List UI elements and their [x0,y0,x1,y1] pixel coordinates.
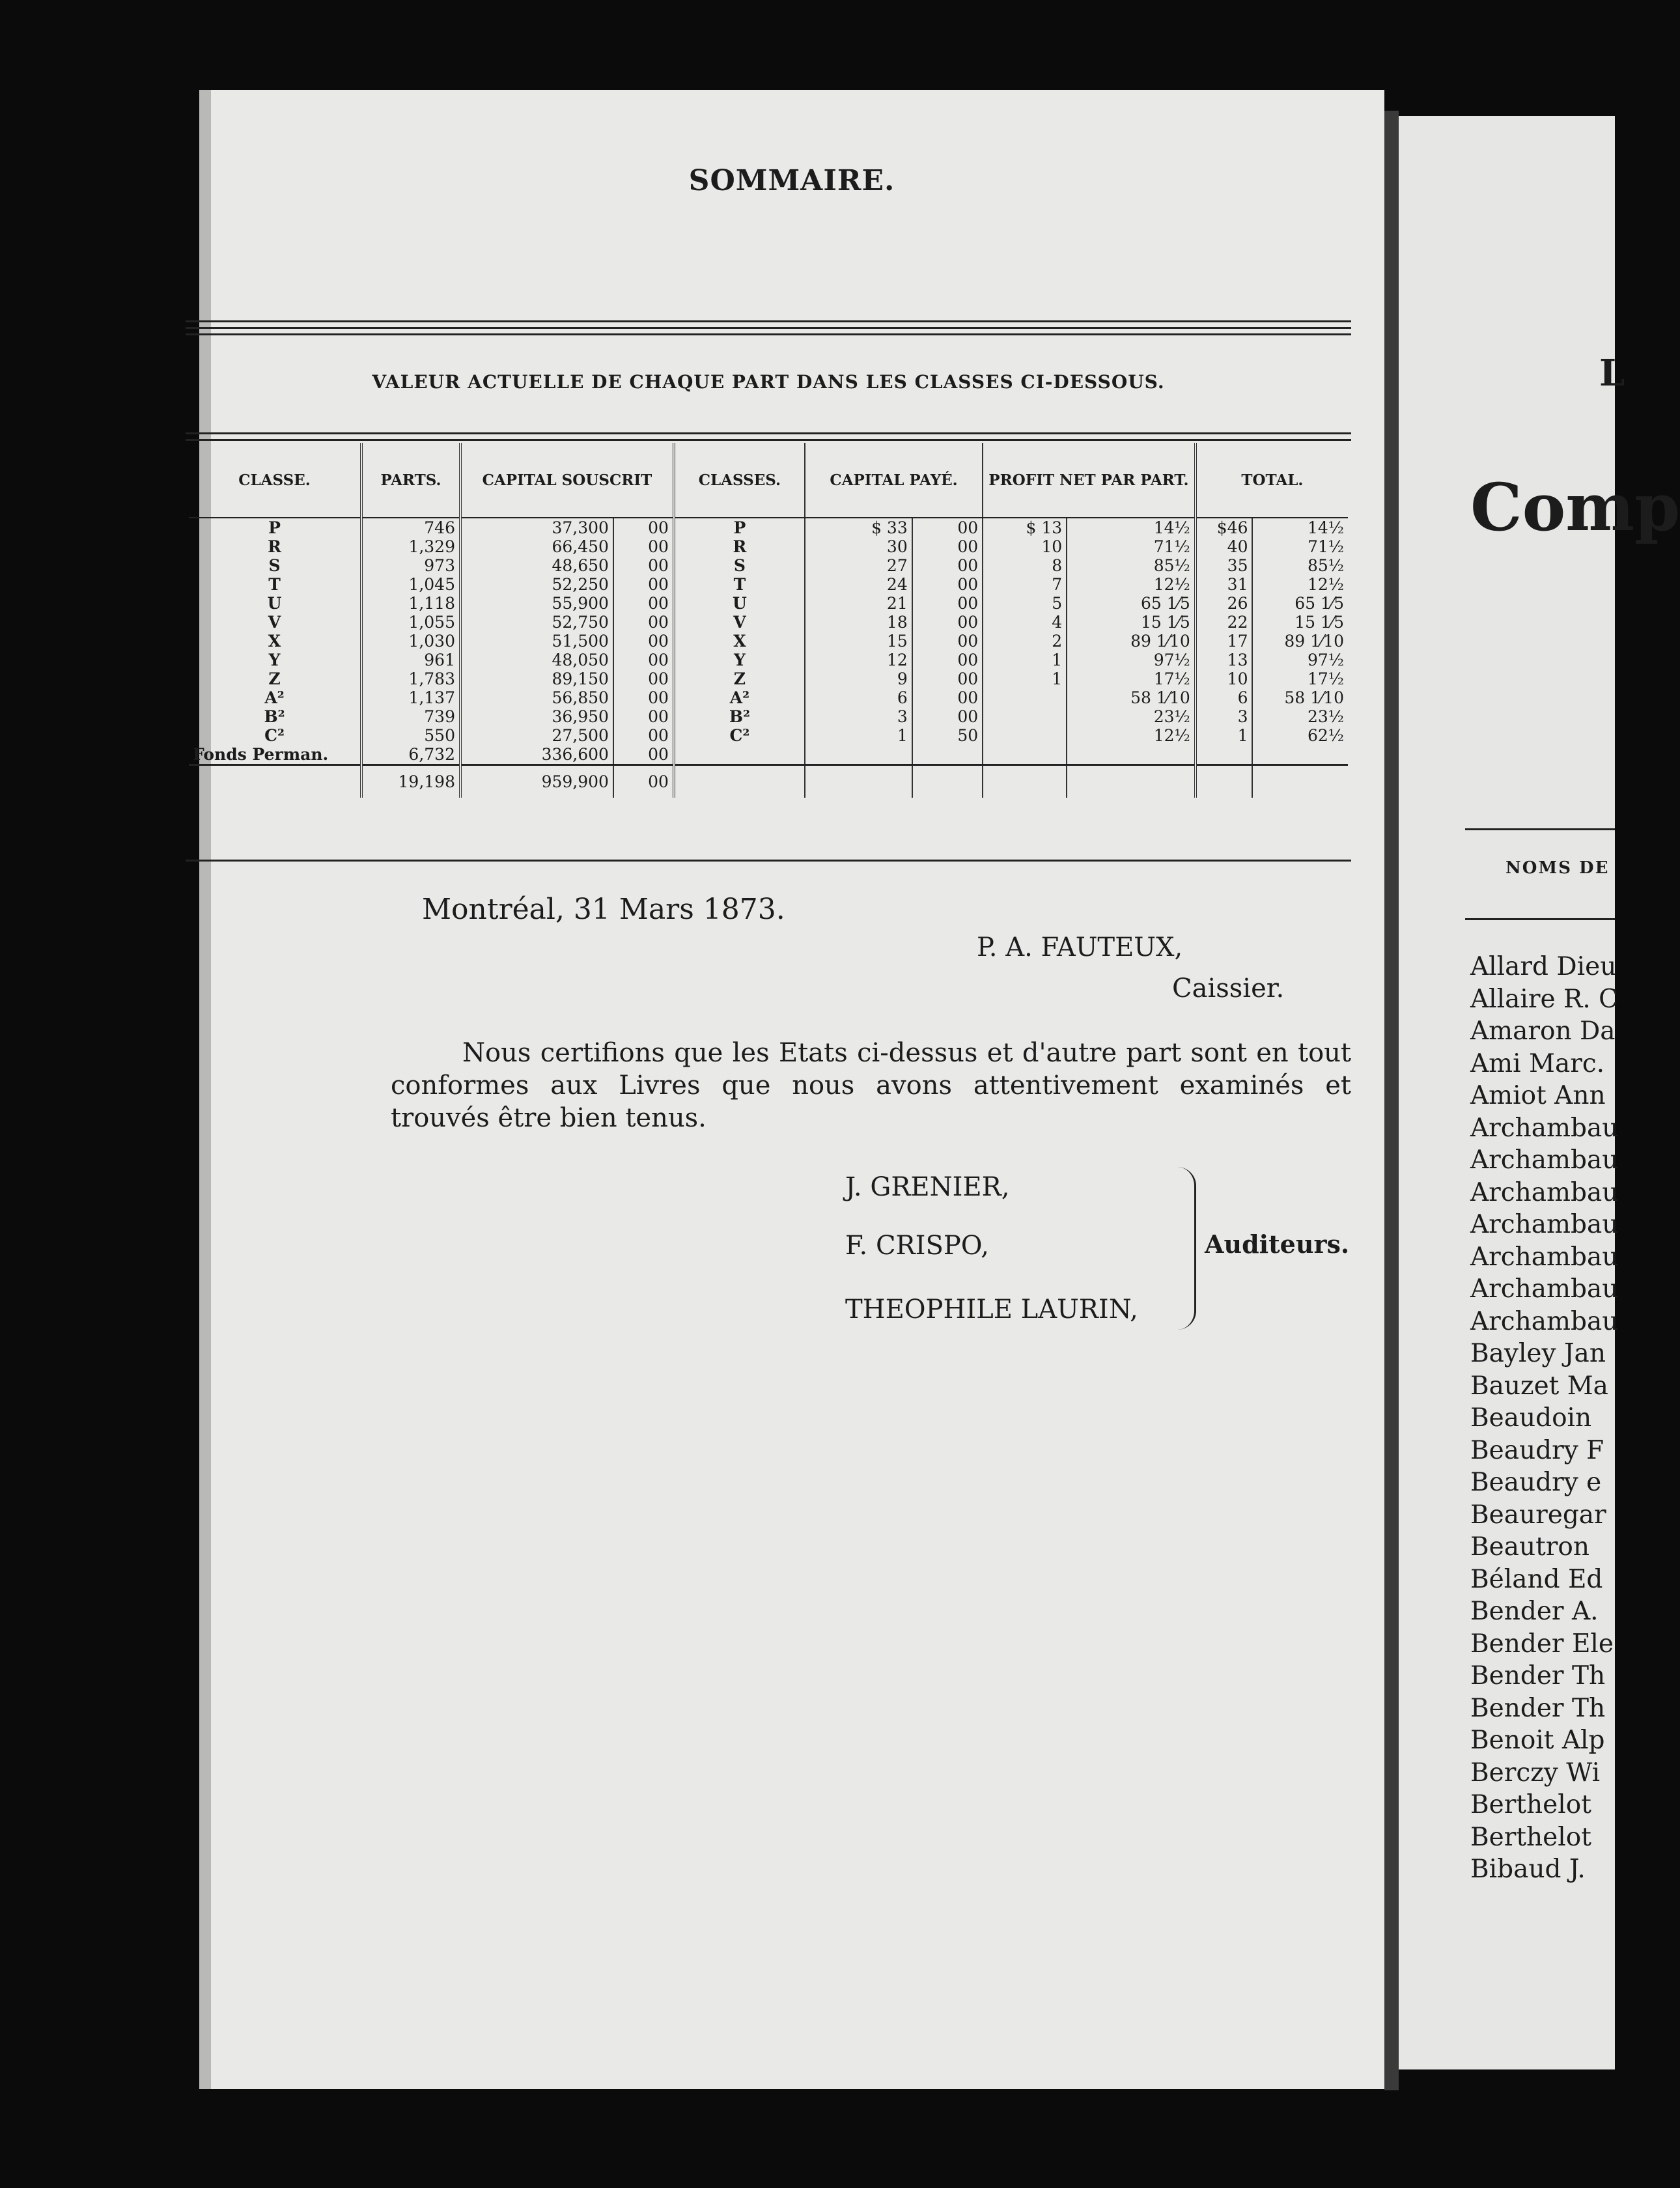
cell-total_f: 97½ [1252,651,1348,669]
cell-paye_c: 00 [912,688,983,707]
name-entry: Beaudry F [1470,1435,1604,1465]
cell-cents: 00 [613,726,674,745]
signer-role: Caissier. [1172,974,1285,1003]
col-capital-souscrit: CAPITAL SOUSCRIT [460,443,674,518]
cell-total [1196,745,1253,765]
cell-parts: 973 [361,556,460,575]
cell-classe: P [268,518,281,537]
cell-paye_c: 00 [912,518,983,537]
cell-total_f [1252,745,1348,765]
col-parts: PARTS. [361,443,460,518]
name-entry: Bibaud J. [1470,1855,1586,1884]
cell-profit: 1 [983,669,1067,688]
names-list [1470,951,1618,1886]
cell-capital: 89,150 [460,669,613,688]
cell-profit [983,726,1067,745]
page-title: SOMMAIRE. [688,164,895,197]
cell-total_f: 85½ [1252,556,1348,575]
cell-classe2: R [674,537,805,556]
cell-paye_c: 00 [912,651,983,669]
name-entry: Berczy Wi [1470,1758,1601,1788]
name-entry: Archambau [1470,1145,1619,1175]
cell-parts: 1,783 [361,669,460,688]
cell-paye_c: 00 [912,594,983,613]
cell-classe2: Z [674,669,805,688]
name-entry: Ami Marc. [1470,1048,1605,1078]
cell-paye [805,745,912,765]
table-row [189,556,1348,575]
table-rule-top [186,432,1351,434]
book-gutter [1384,111,1399,2090]
table-rule-bottom [186,860,1351,862]
auditor-3: THEOPHILE LAURIN, [845,1295,1138,1325]
name-entry: Benoit Alp [1470,1726,1605,1755]
cell-paye: 3 [805,707,912,726]
cell-paye: 6 [805,688,912,707]
cell-total_f: 23½ [1252,707,1348,726]
col-classes: CLASSES. [674,443,805,518]
cell-total: 17 [1196,632,1253,651]
cell-paye_c: 00 [912,556,983,575]
name-entry: Beaudoin [1470,1403,1592,1433]
cell-profit_f: 89 1⁄10 [1067,632,1196,651]
table-subheading: VALEUR ACTUELLE DE CHAQUE PART DANS LES CLASSES CI-DESSOUS. [372,371,1165,393]
cell-total: 35 [1196,556,1253,575]
right-rule-top [1465,828,1615,830]
totals-parts: 19,198 [361,765,460,798]
totals-empty [1067,765,1196,798]
cell-classe2: B² [674,707,805,726]
table-header-row [189,443,1348,518]
totals-empty [983,765,1067,798]
cell-cents: 00 [613,575,674,594]
cell-paye: 9 [805,669,912,688]
cell-cents: 00 [613,518,674,537]
cell-cents: 00 [613,688,674,707]
cell-capital: 52,250 [460,575,613,594]
totals-empty [912,765,983,798]
cell-paye: 12 [805,651,912,669]
cell-classe: B² [264,707,285,726]
cell-profit_f: 23½ [1067,707,1196,726]
totals-capital: 959,900 [460,765,613,798]
name-entry: Berthelot [1470,1790,1591,1819]
totals-empty [1196,765,1253,798]
cell-profit: 7 [983,575,1067,594]
cell-paye_c: 50 [912,726,983,745]
cell-profit_f: 17½ [1067,669,1196,688]
cell-profit: 10 [983,537,1067,556]
cell-paye: $ 33 [805,518,912,537]
cell-paye_c: 00 [912,632,983,651]
cell-paye: 21 [805,594,912,613]
cell-capital: 51,500 [460,632,613,651]
cell-classe2: X [674,632,805,651]
name-entry: Bender Th [1470,1661,1606,1690]
auditor-1: J. GRENIER, [845,1172,1010,1202]
name-entry: Bender Th [1470,1693,1606,1723]
col-total: TOTAL. [1196,443,1348,518]
summary-table [189,443,1348,798]
cell-total_f: 14½ [1252,518,1348,537]
name-entry: Beaudry e [1470,1468,1602,1497]
name-entry: Bender Ele [1470,1629,1614,1659]
certification-paragraph: Nous certifions que les Etats ci-dessus et d'autre part sont en tout conformes aux Livres que nous avons attentivement examinés et trouvés être bien tenus. [391,1038,1351,1133]
name-entry: Amiot Ann [1470,1081,1606,1110]
cell-profit_f: 85½ [1067,556,1196,575]
cell-capital: 36,950 [460,707,613,726]
cell-total: 22 [1196,613,1253,632]
cell-classe: Z [268,669,281,688]
cell-paye_c: 00 [912,613,983,632]
cell-classe2 [674,745,805,765]
cell-capital: 66,450 [460,537,613,556]
table-row [189,632,1348,651]
cell-profit_f: 12½ [1067,575,1196,594]
right-capital-letter: L [1599,352,1625,395]
cell-parts: 1,045 [361,575,460,594]
cell-profit [983,745,1067,765]
cell-parts: 739 [361,707,460,726]
name-entry: Archambau [1470,1113,1619,1143]
cell-cents: 00 [613,651,674,669]
name-entry: Bauzet Ma [1470,1371,1608,1401]
cell-classe: Y [268,651,281,669]
name-entry: Archambau [1470,1177,1619,1207]
cell-total: 1 [1196,726,1253,745]
cell-capital: 55,900 [460,594,613,613]
totals-empty [1252,765,1348,798]
col-capital-paye: CAPITAL PAYÉ. [805,443,983,518]
cell-profit_f: 97½ [1067,651,1196,669]
cell-capital: 48,050 [460,651,613,669]
cell-total: 13 [1196,651,1253,669]
cell-total_f: 65 1⁄5 [1252,594,1348,613]
cell-profit: 1 [983,651,1067,669]
name-entry: Allard Dieu [1470,952,1617,981]
name-entry: Berthelot [1470,1822,1591,1852]
cell-profit_f: 12½ [1067,726,1196,745]
name-entry: Amaron Da [1470,1017,1616,1046]
table-rule-top2 [186,439,1351,441]
table-row [189,707,1348,726]
cell-paye: 30 [805,537,912,556]
cell-classe2: T [674,575,805,594]
cell-cents: 00 [613,594,674,613]
cell-profit: 8 [983,556,1067,575]
auditors-brace [1177,1167,1196,1330]
cell-capital: 37,300 [460,518,613,537]
name-entry: Allaire R. C [1470,984,1618,1014]
cell-total: 31 [1196,575,1253,594]
cell-paye_c: 00 [912,575,983,594]
name-entry: Beauregar [1470,1500,1606,1530]
name-entry: Bayley Jan [1470,1339,1606,1368]
right-rule-bottom [1465,918,1615,920]
cell-cents: 00 [613,707,674,726]
table-row [189,669,1348,688]
cell-cents: 00 [613,632,674,651]
cell-capital: 56,850 [460,688,613,707]
totals-empty [805,765,912,798]
auditor-2: F. CRISPO, [845,1231,989,1261]
col-classe: CLASSE. [189,443,361,518]
table-row [189,518,1348,537]
cell-paye: 24 [805,575,912,594]
cell-classe2: V [674,613,805,632]
cell-parts: 1,137 [361,688,460,707]
cell-profit_f: 15 1⁄5 [1067,613,1196,632]
title-rule-bottom [186,333,1351,335]
cell-classe2: U [674,594,805,613]
cell-total_f: 17½ [1252,669,1348,688]
cell-profit [983,688,1067,707]
cell-paye: 18 [805,613,912,632]
cell-capital: 336,600 [460,745,613,765]
cell-parts: 1,329 [361,537,460,556]
cell-cents: 00 [613,537,674,556]
totals-label-cell [189,765,361,798]
cell-capital: 48,650 [460,556,613,575]
cell-paye_c: 00 [912,537,983,556]
cell-total_f: 58 1⁄10 [1252,688,1348,707]
cell-profit_f: 71½ [1067,537,1196,556]
table-row [189,688,1348,707]
cell-classe2: A² [674,688,805,707]
table-row [189,575,1348,594]
auditors-label: Auditeurs. [1205,1229,1350,1259]
name-entry: Archambau [1470,1306,1619,1336]
cell-profit: 4 [983,613,1067,632]
name-entry: Béland Ed [1470,1564,1603,1594]
cell-classe: C² [264,726,285,745]
table-row [189,537,1348,556]
cell-profit_f: 58 1⁄10 [1067,688,1196,707]
cell-classe: T [268,575,281,594]
totals-empty [674,765,805,798]
cell-classe: V [268,613,281,632]
cell-parts: 1,055 [361,613,460,632]
name-entry: Bender A. [1470,1597,1599,1626]
cell-capital: 52,750 [460,613,613,632]
table-row [189,745,1348,765]
cell-total_f: 62½ [1252,726,1348,745]
cell-cents: 00 [613,745,674,765]
cell-parts: 550 [361,726,460,745]
table-row [189,613,1348,632]
cell-total: 26 [1196,594,1253,613]
cell-classe: S [268,556,281,575]
cell-cents: 00 [613,613,674,632]
name-entry: Archambau [1470,1242,1619,1272]
cell-capital: 27,500 [460,726,613,745]
cell-classe: Fonds Perman. [193,745,329,764]
cell-profit: $ 13 [983,518,1067,537]
cell-profit_f: 14½ [1067,518,1196,537]
cell-classe2: C² [674,726,805,745]
totals-row [189,765,1348,798]
cell-total_f: 71½ [1252,537,1348,556]
cell-parts: 1,030 [361,632,460,651]
cell-parts: 746 [361,518,460,537]
title-rule-mid [186,327,1351,329]
cell-paye: 27 [805,556,912,575]
cell-paye_c [912,745,983,765]
cell-classe2: Y [674,651,805,669]
cell-total_f: 15 1⁄5 [1252,613,1348,632]
cell-total_f: 12½ [1252,575,1348,594]
cell-profit [983,707,1067,726]
cell-classe: A² [264,688,285,707]
name-entry: Beautron [1470,1532,1590,1562]
cell-classe: U [267,594,282,613]
cell-profit_f [1067,745,1196,765]
name-entry: Archambau [1470,1274,1619,1304]
place-date: Montréal, 31 Mars 1873. [422,893,785,926]
cell-parts: 1,118 [361,594,460,613]
cell-parts: 6,732 [361,745,460,765]
cell-total: 10 [1196,669,1253,688]
cell-total: 6 [1196,688,1253,707]
cell-classe2: P [674,518,805,537]
cell-classe: X [268,632,281,651]
right-gothic-heading: Comp [1470,469,1680,546]
cell-paye_c: 00 [912,669,983,688]
cell-profit: 2 [983,632,1067,651]
cell-classe: R [268,537,281,556]
table-row [189,594,1348,613]
totals-cents: 00 [613,765,674,798]
signer-name: P. A. FAUTEUX, [977,933,1183,962]
cell-paye: 15 [805,632,912,651]
name-entry: Archambau [1470,1210,1619,1239]
cell-paye: 1 [805,726,912,745]
table-row [189,726,1348,745]
table-row [189,651,1348,669]
cell-classe2: S [674,556,805,575]
names-column-heading: NOMS DE [1505,858,1610,878]
cell-total_f: 89 1⁄10 [1252,632,1348,651]
title-rule-top [186,320,1351,322]
cell-total: 3 [1196,707,1253,726]
cell-profit: 5 [983,594,1067,613]
cell-cents: 00 [613,669,674,688]
cell-parts: 961 [361,651,460,669]
cell-total: 40 [1196,537,1253,556]
cell-paye_c: 00 [912,707,983,726]
cell-total: $46 [1196,518,1253,537]
cell-cents: 00 [613,556,674,575]
cell-profit_f: 65 1⁄5 [1067,594,1196,613]
col-profit-net: PROFIT NET PAR PART. [983,443,1196,518]
